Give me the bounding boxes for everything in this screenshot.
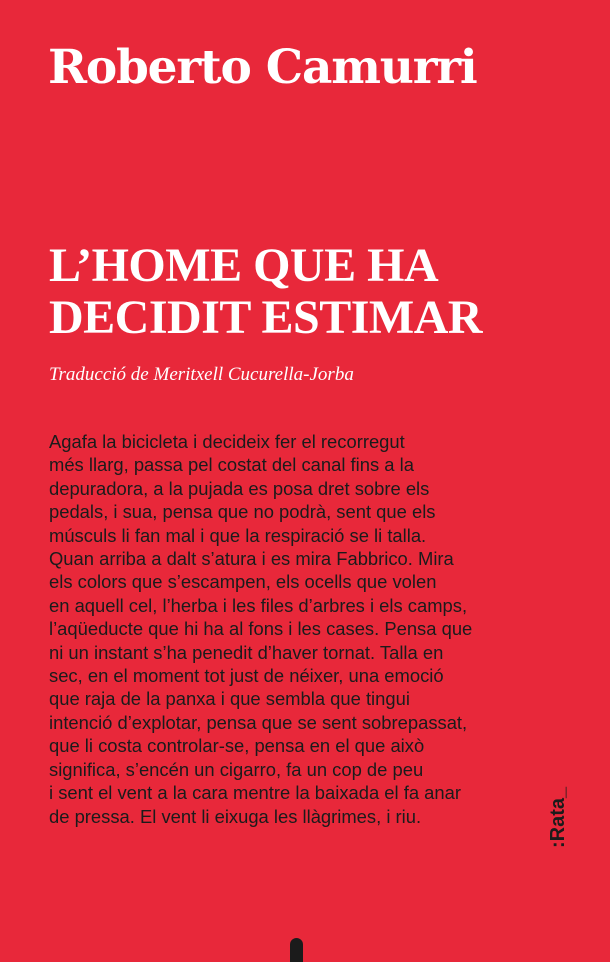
collection-mark-icon [290,938,303,962]
book-title-line: L’HOME QUE HA [49,239,439,292]
blurb-line: els colors que s’escampen, els ocells que volen [49,571,437,593]
publisher-logo: :Rata_ [547,786,569,848]
blurb-line: sec, en el moment tot just de néixer, una emoció [49,665,444,687]
blurb-line: en aquell cel, l’herba i les files d’arbres i els camps, [49,594,468,616]
blurb-line: que raja de la panxa i que sembla que tingui [49,688,410,710]
blurb-text [49,430,519,828]
blurb-line: de pressa. El vent li eixuga les llàgrimes, i riu. [49,805,422,827]
blurb-line: músculs li fan mal i que la respiració se li talla. [49,524,427,546]
blurb-line: Agafa la bicicleta i decideix fer el recorregut [49,431,405,452]
blurb-line: que li costa controlar-se, pensa en el que això [49,735,425,757]
blurb-line: l’aqüeducte que hi ha al fons i les cases. Pensa que [49,618,473,640]
blurb-line: més llarg, passa pel costat del canal fins a la [49,454,414,476]
blurb-line: pedals, i sua, pensa que no podrà, sent que els [49,501,436,523]
translator-credit: Traducció de Meritxell Cucurella-Jorba [49,364,354,385]
book-title [49,240,482,344]
blurb-line: depuradora, a la pujada es posa dret sobre els [49,477,430,499]
blurb-line: Quan arriba a dalt s’atura i es mira Fabbrico. Mira [49,548,454,570]
blurb-line: significa, s’encén un cigarro, fa un cop de peu [49,758,424,780]
blurb-line: ni un instant s’ha penedit d’haver tornat. Talla en [49,641,444,663]
book-title-line: DECIDIT ESTIMAR [49,291,483,344]
blurb-line: intenció d’explotar, pensa que se sent sobrepassat, [49,711,468,733]
blurb-line: i sent el vent a la cara mentre la baixada el fa anar [49,782,461,804]
author-name: Roberto Camurri [48,40,477,95]
